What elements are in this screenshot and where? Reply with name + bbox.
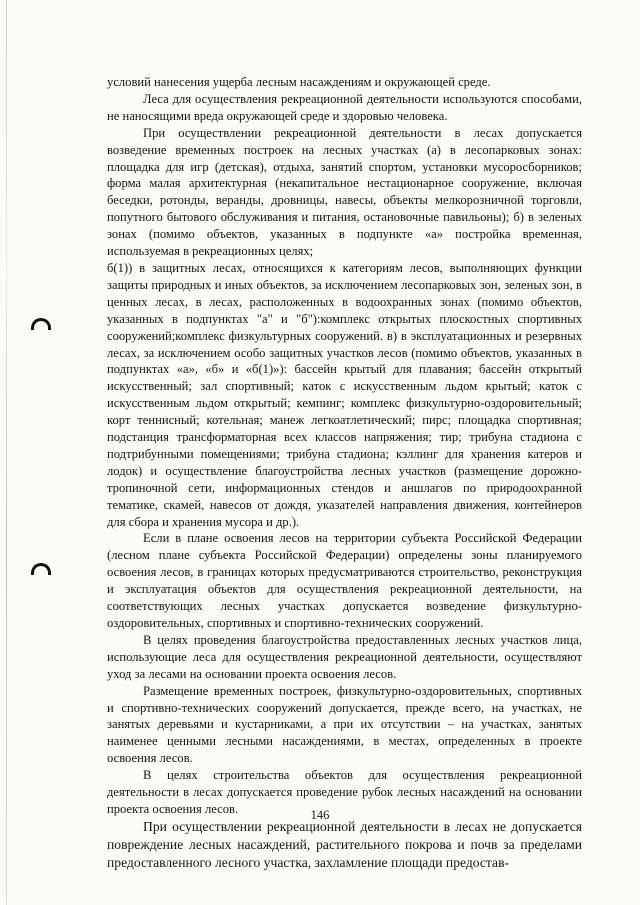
paragraph-5: Если в плане освоения лесов на территории субъекта Российской Федерации (лесном плане субъекта Российской Федерации) определены зоны планируемого освоения лесов, в границах которых предусматриваются строительство, реконструкция и эксплуатация объектов для осуществления рекреационной деятельности, на соответствующих лесных участках допускается возведение физкультурно-оздоровительных, спортивных и спортивно-технических сооружений. (107, 531, 582, 630)
paragraph-7: Размещение временных построек, физкультурно-оздоровительных, спортивных и спортивно-технических сооружений допускается, прежде всего, на участках, не занятых деревьями и кустарниками, а при их отсутствии – на участках, занятых наименее ценными лесными насаждениями, в местах, определенных в проекте освоения лесов. (107, 683, 582, 766)
paragraph-1: условий нанесения ущерба лесным насаждениям и окружающей среде. (107, 75, 491, 89)
page-number: 146 (310, 808, 330, 822)
paragraph-2: Леса для осуществления рекреационной деятельности используются способами, не наносящими вреда окружающей среде и здоровью человека. (107, 91, 582, 123)
paragraph-6: В целях проведения благоустройства предоставленных лесных участков лица, использующие леса для осуществления рекреационной деятельности, осуществляют уход за лесами на основании проекта освоения лесов. (107, 632, 582, 681)
page-body (107, 74, 582, 873)
paragraph-9: При осуществлении рекреационной деятельности в лесах не допускается повреждение лесных насаждений, растительного покрова и почв за пределами предоставленного лесного участка, захламление площади предостав- (107, 818, 582, 871)
binding-hole-mark-bottom (31, 563, 51, 575)
scan-edge (6, 0, 7, 905)
paragraph-8: В целях строительства объектов для осуществления рекреационной деятельности в лесах допускается проведение рубок лесных насаждений на основании проекта освоения лесов. (107, 768, 582, 816)
binding-hole-mark-top (31, 318, 51, 330)
paragraph-3: При осуществлении рекреационной деятельности в лесах допускается возведение временных построек на лесных участках (а) в лесопарковых зонах: площадка для игр (детская), отдыха, занятий спортом, установки мусоросборников; форма малая архитектурная (некапитальное нестационарное сооружение, включая беседки, ротонды, веранды, дровницы, навесы, объекты мелкорозничной торговли, попутного бытового обслуживания и питания, остановочные павильоны); б) в зеленых зонах (помимо объектов, указанных в подпункте «а» постройка временная, используемая в рекреационных целях; (107, 125, 582, 259)
paragraph-4: б(1)) в защитных лесах, относящихся к категориям лесов, выполняющих функции защиты природных и иных объектов, за исключением лесопарковых зон, зеленых зон, в ценных лесах, в лесах, расположенных в водоохранных зонах (помимо объектов, указанных в подпунктах "а" и "б"):комплекс открытых плоскостных спортивных сооружений;комплекс физкультурных сооружений. в) в эксплуатационных и резервных лесах, за исключением особо защитных участков лесов (помимо объектов, указанных в подпунктах «а», «б» и «б(1)»): бассейн крытый для плавания; бассейн открытый искусственный; зал спортивный; каток с искусственным льдом крытый; каток с искусственным льдом открытый; кемпинг; комплекс физкультурно-оздоровительный; корт теннисный; котельная; манеж легкоатлетический; пирс; площадка спортивная; подстанция трансформаторная всех классов напряжения; тир; трибуна стадиона с подтрибунными помещениями; трибуна стадиона; кэллинг для хранения катеров и лодок) и осуществление благоустройства лесных участков (размещение дорожно-тропиночной сети, информационных стендов и аншлагов по природоохранной тематике, скамей, навесов от дождя, указателей направления движения, контейнеров для сбора и хранения мусора и др.). (107, 260, 582, 529)
